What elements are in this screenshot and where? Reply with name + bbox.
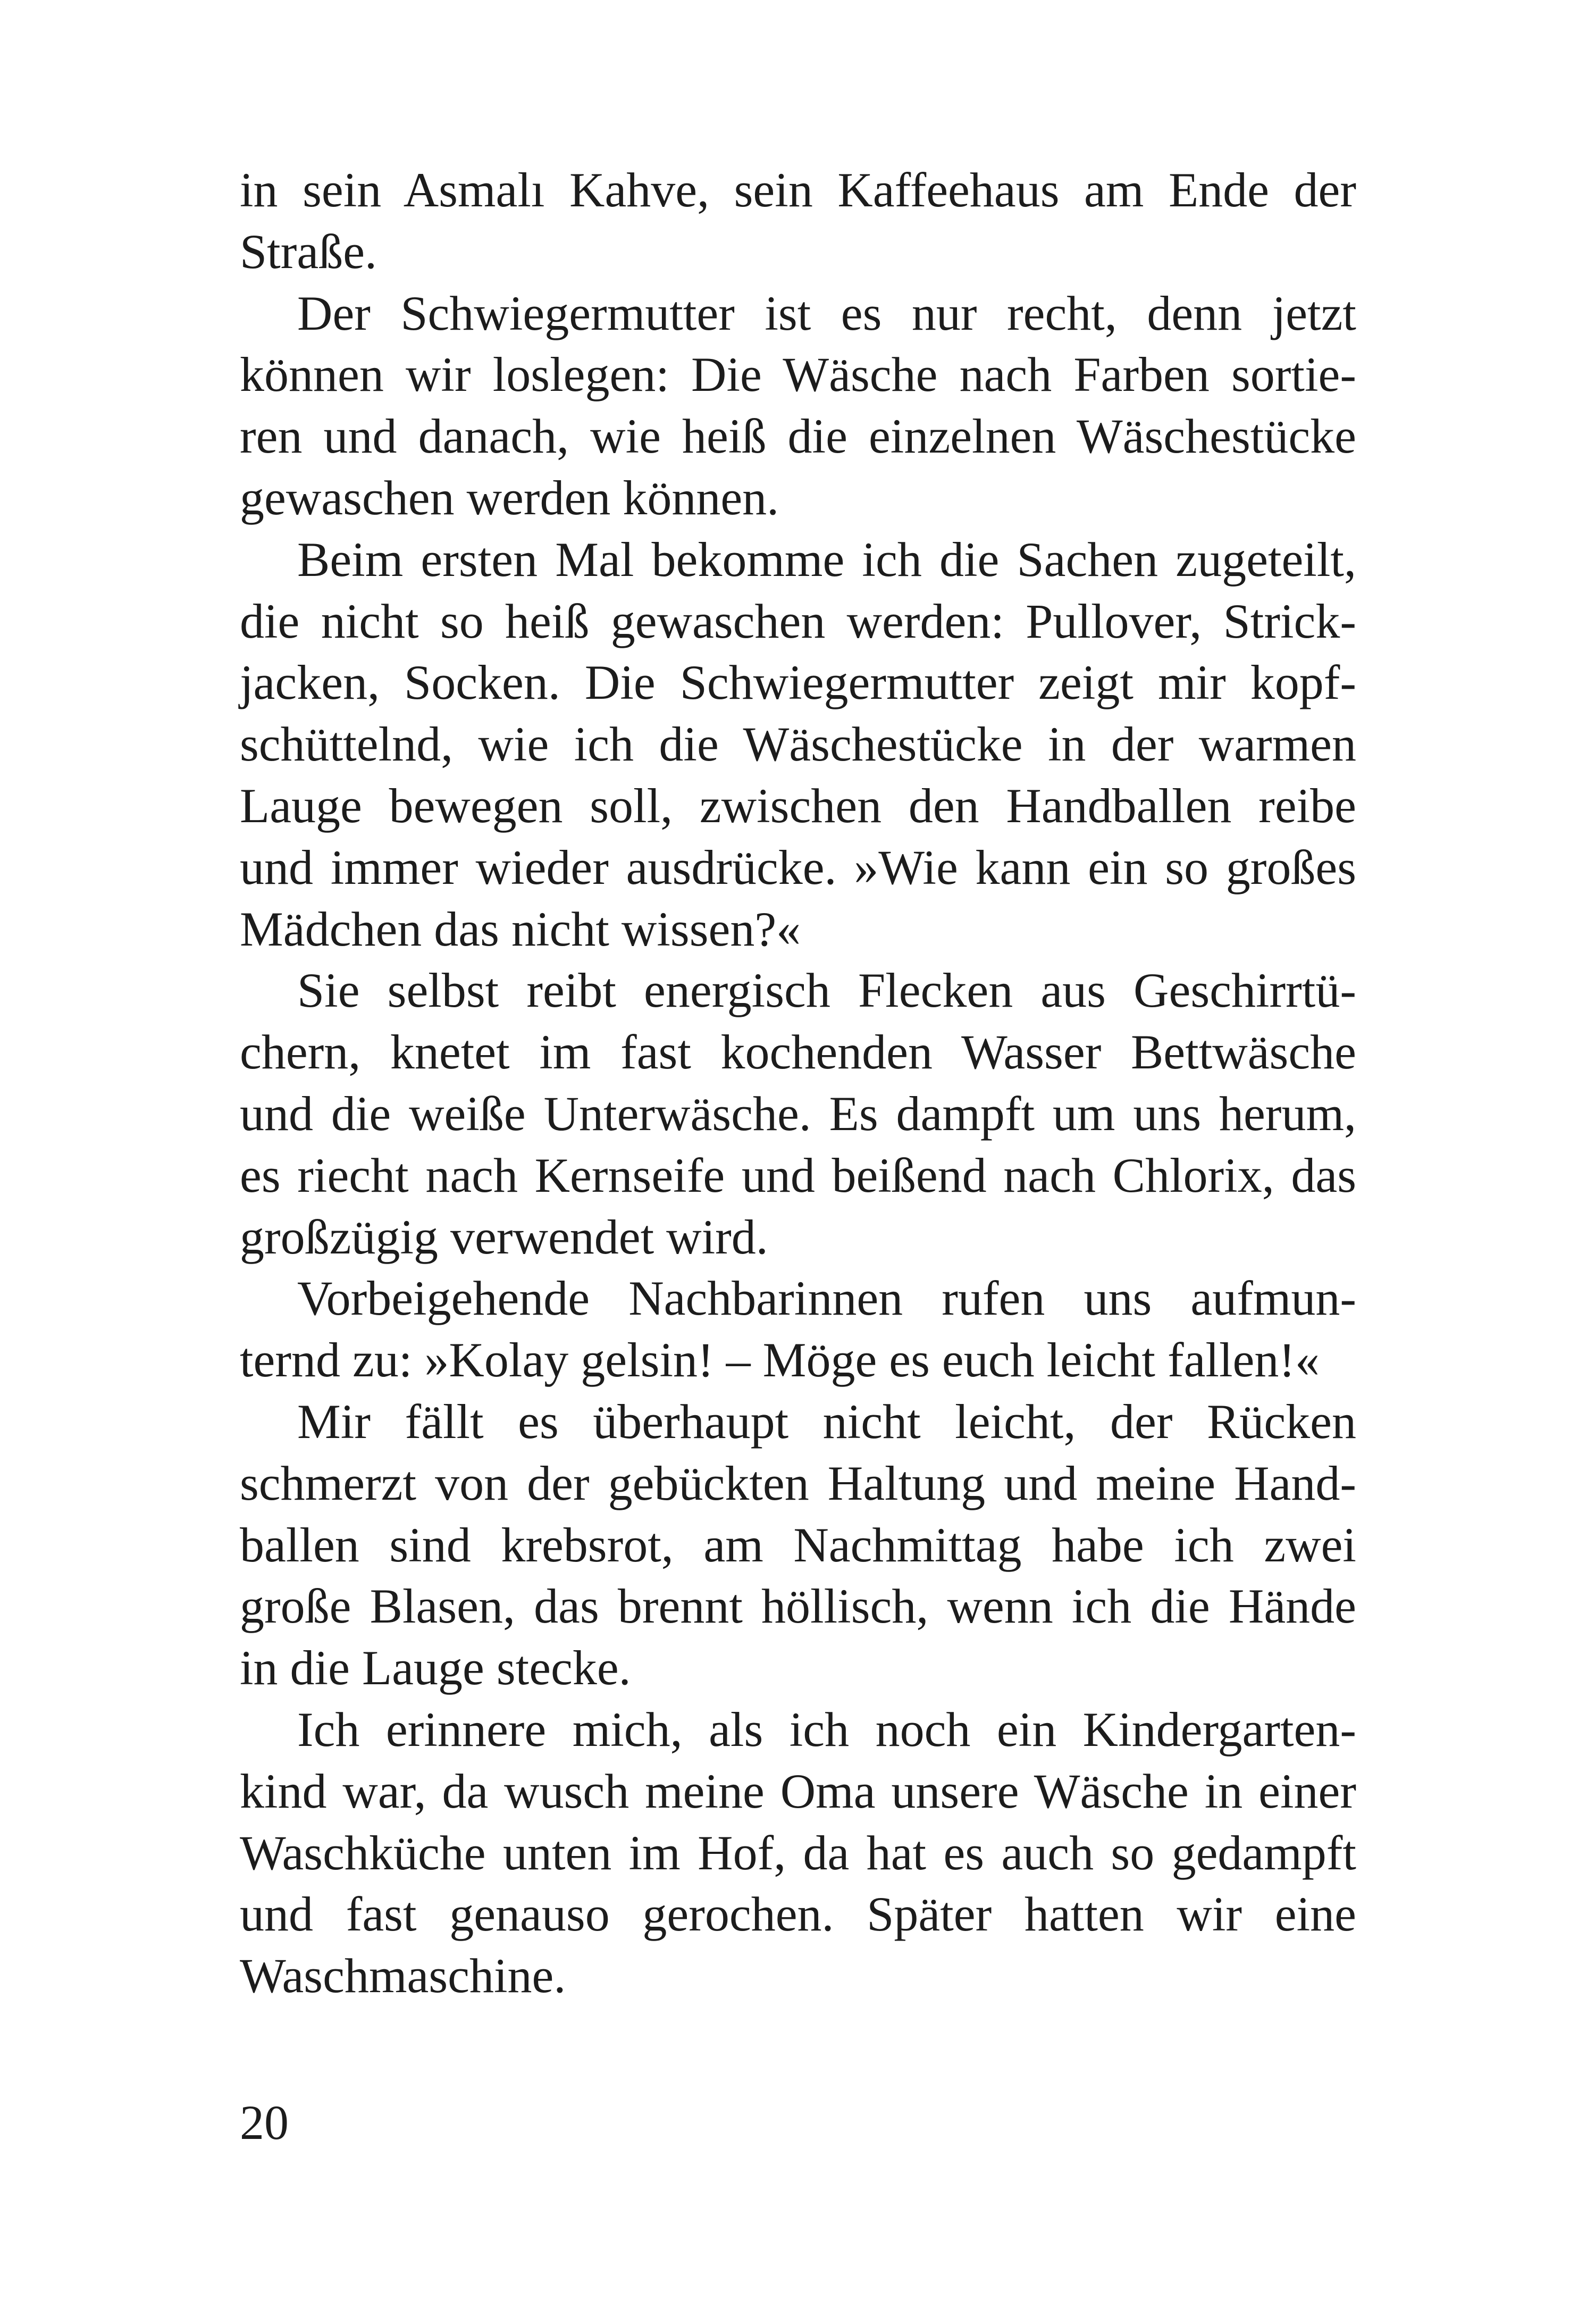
text-line: Waschküche unten im Hof, da hat es auch so gedampft	[240, 1825, 1356, 1880]
text-line: in die Lauge stecke.	[240, 1641, 631, 1695]
text-line: gewaschen werden können.	[240, 470, 779, 525]
text-line: Mir fällt es überhaupt nicht leicht, der Rücken	[297, 1394, 1356, 1449]
paragraph	[240, 960, 1356, 1268]
text-line: schmerzt von der gebückten Haltung und meine Hand-	[240, 1456, 1356, 1510]
paragraph	[240, 283, 1356, 529]
text-line: Ich erinnere mich, als ich noch ein Kindergarten-	[297, 1702, 1356, 1757]
text-line: in sein Asmalı Kahve, sein Kaffeehaus am Ende der	[240, 163, 1356, 217]
body-text	[240, 160, 1356, 2007]
text-line: die nicht so heiß gewaschen werden: Pullover, Strick-	[240, 593, 1356, 648]
text-line: ternd zu: »Kolay gelsin! – Möge es euch leicht fallen!«	[240, 1333, 1320, 1387]
text-line: können wir loslegen: Die Wäsche nach Farben sortie-	[240, 347, 1356, 402]
paragraph	[240, 529, 1356, 960]
text-line: Waschmaschine.	[240, 1949, 566, 2003]
text-line: große Blasen, das brennt höllisch, wenn ich die Hände	[240, 1579, 1356, 1634]
paragraph	[240, 1699, 1356, 2007]
page-number: 20	[240, 2095, 289, 2150]
text-line: kind war, da wusch meine Oma unsere Wäsche in einer	[240, 1763, 1356, 1818]
text-line: es riecht nach Kernseife und beißend nach Chlorix, das	[240, 1148, 1356, 1202]
text-line: Mädchen das nicht wissen?«	[240, 901, 801, 956]
text-line: großzügig verwendet wird.	[240, 1209, 768, 1264]
paragraph	[240, 1391, 1356, 1699]
text-line: jacken, Socken. Die Schwiegermutter zeigt mir kopf-	[240, 655, 1356, 710]
text-line: Sie selbst reibt energisch Flecken aus Geschirrtü-	[297, 963, 1356, 1018]
text-line: ren und danach, wie heiß die einzelnen Wäschestücke	[240, 409, 1356, 464]
paragraph	[240, 160, 1356, 283]
text-line: Vorbeigehende Nachbarinnen rufen uns aufmun-	[297, 1271, 1356, 1326]
text-line: chern, knetet im fast kochenden Wasser Bettwäsche	[240, 1025, 1356, 1080]
text-line: Straße.	[240, 224, 377, 279]
text-line: und die weiße Unterwäsche. Es dampft um uns herum,	[240, 1086, 1356, 1141]
text-line: Der Schwiegermutter ist es nur recht, denn jetzt	[297, 286, 1356, 340]
paragraph	[240, 1268, 1356, 1391]
text-line: und immer wieder ausdrücke. »Wie kann ein so großes	[240, 840, 1356, 895]
text-line: ballen sind krebsrot, am Nachmittag habe ich zwei	[240, 1517, 1356, 1572]
text-line: Beim ersten Mal bekomme ich die Sachen zugeteilt,	[297, 532, 1356, 587]
text-line: und fast genauso gerochen. Später hatten wir eine	[240, 1887, 1356, 1942]
text-line: schüttelnd, wie ich die Wäschestücke in der warmen	[240, 717, 1356, 772]
text-line: Lauge bewegen soll, zwischen den Handballen reibe	[240, 778, 1356, 833]
